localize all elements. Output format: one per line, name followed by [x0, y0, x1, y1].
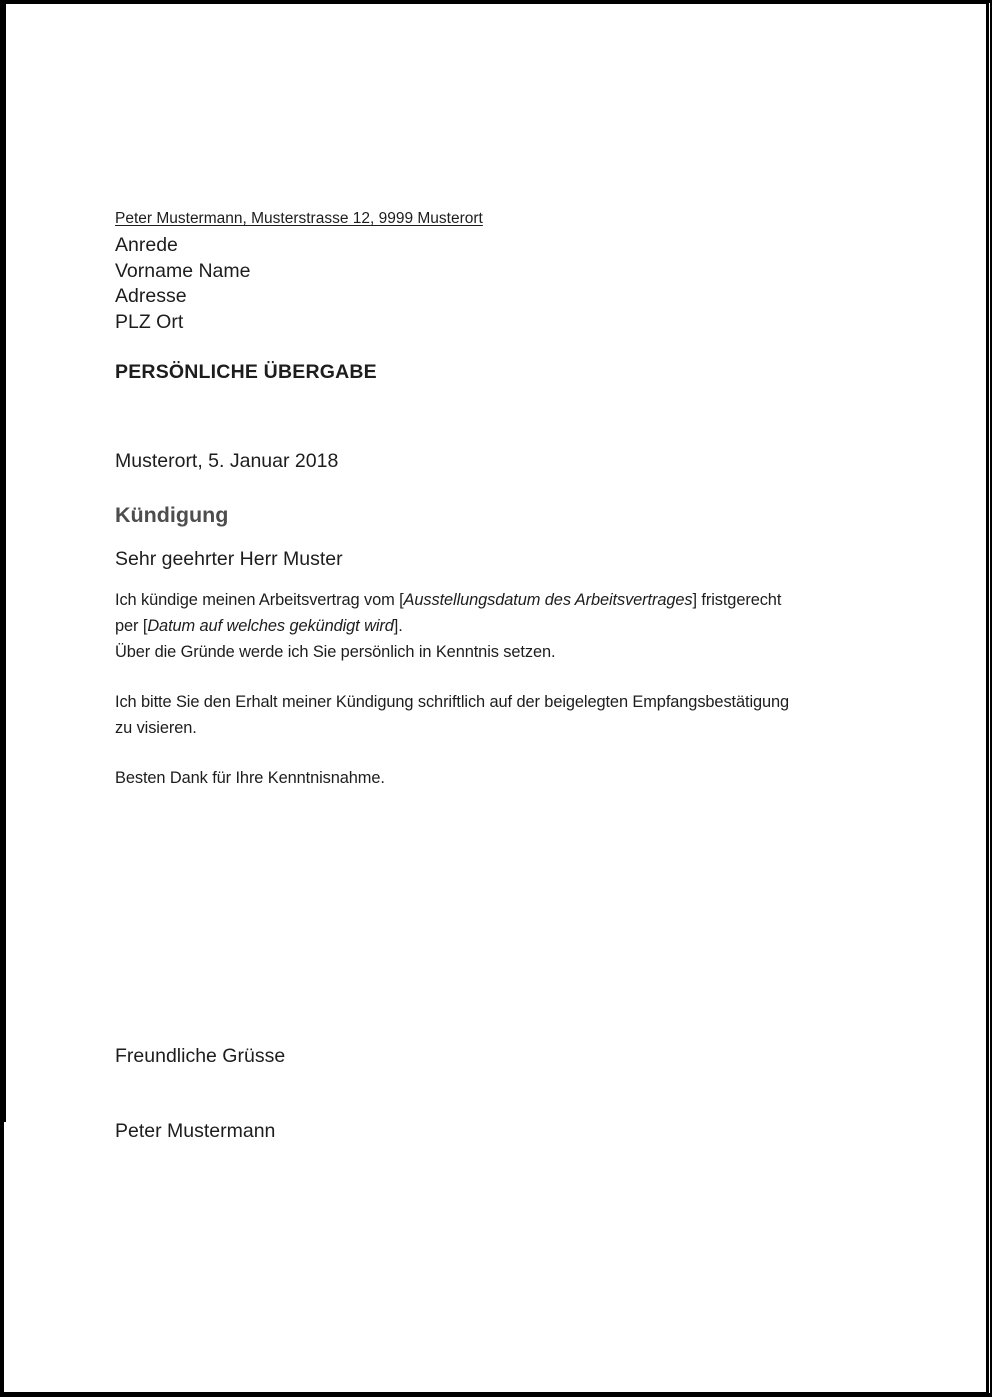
scan-frame-left-lower — [0, 1122, 4, 1397]
salutation: Sehr geehrter Herr Muster — [115, 548, 343, 570]
scan-frame-right — [986, 0, 992, 1397]
body-text: Über die Gründe werde ich Sie persönlich in Kenntnis setzen. — [115, 643, 556, 661]
sender-line: Peter Mustermann, Musterstrasse 12, 9999 Musterort — [115, 210, 483, 227]
paragraph-line — [115, 639, 956, 665]
recipient-address — [115, 233, 956, 335]
paragraph-confirmation — [115, 689, 956, 741]
letter-content — [115, 0, 956, 1144]
recipient-address-line: PLZ Ort — [115, 310, 184, 333]
paragraph-line: zu visieren. — [115, 719, 197, 737]
scan-frame-left-upper — [0, 0, 6, 1122]
placeholder-text: Datum auf welches gekündigt wird — [147, 617, 394, 635]
body-text: per [ — [115, 617, 148, 635]
scan-frame-right-hairline — [989, 3, 990, 1393]
recipient-address-line: Anrede — [115, 234, 178, 256]
paragraph-thanks: Besten Dank für Ihre Kenntnisnahme. — [115, 769, 385, 787]
paragraph-line — [115, 613, 956, 639]
placeholder-text: Ausstellungsdatum des Arbeitsvertrages — [403, 591, 693, 609]
body-text: ]. — [393, 617, 403, 635]
place-date-line: Musterort, 5. Januar 2018 — [115, 450, 339, 472]
signature-name: Peter Mustermann — [115, 1120, 276, 1142]
recipient-address-line: Vorname Name — [115, 259, 251, 282]
recipient-address-line: Adresse — [115, 285, 187, 307]
paragraph-termination — [115, 587, 956, 665]
delivery-note: PERSÖNLICHE ÜBERGABE — [115, 361, 377, 383]
closing: Freundliche Grüsse — [115, 1045, 286, 1067]
paragraph-line: Ich bitte Sie den Erhalt meiner Kündigung schriftlich auf der beigelegten Empfangsbestätigung — [115, 693, 790, 711]
subject-heading: Kündigung — [115, 503, 229, 527]
paragraph-line — [115, 587, 956, 613]
body-text: Ich kündige meinen Arbeitsvertrag vom [ — [115, 591, 404, 609]
scan-frame-bottom — [0, 1392, 992, 1397]
body-text: ] fristgerecht — [692, 591, 782, 609]
